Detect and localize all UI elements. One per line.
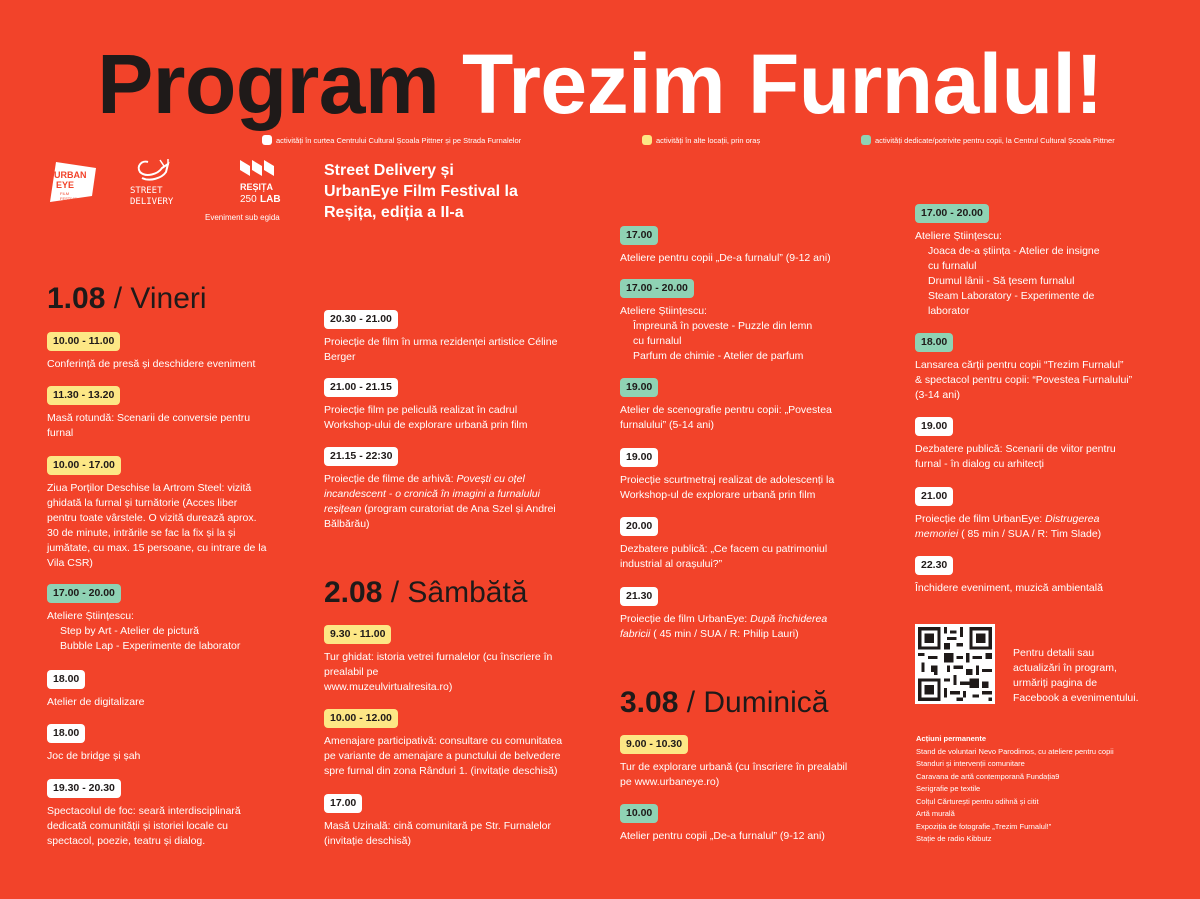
page-title [0, 37, 1200, 131]
list-item: Stand de voluntari Nevo Parodimos, cu ateliere pentru copii [916, 746, 1114, 756]
time-badge: 10.00 - 11.00 [47, 332, 120, 351]
event-description: Ziua Porților Deschise la Artrom Steel: vizită ghidată la furnal și turnătorie (Acces liber pentru toate vârstele. O vizită durează aprox. 30 de minute, intrările se fac la fix și la și jumătate, cu max. 15 persoane, cu intrare de la Vila CSR) [47, 482, 267, 569]
event-description: Ateliere Științescu: Joaca de-a știința - Atelier de insigne cu furnalul Drumul lânii - Să țesem furnalul Steam Laboratory - Experimente de laborator [915, 230, 1100, 317]
time-badge: 9.30 - 11.00 [324, 625, 391, 644]
event-item [620, 225, 890, 266]
time-badge: 10.00 - 17.00 [47, 456, 121, 475]
resita-250-lab-logo [236, 158, 288, 206]
time-badge: 17.00 - 20.00 [915, 204, 989, 223]
event-description: Tur ghidat: istoria vetrei furnalelor (cu înscriere în prealabil pe www.muzeulvirtualresita.ro) [324, 651, 553, 693]
event-description: Proiecție de film UrbanEye: Distrugerea memoriei ( 85 min / SUA / R: Tim Slade) [915, 513, 1102, 540]
title-trezim-furnalul: Trezim Furnalul! [462, 37, 1103, 131]
day-heading-vineri [47, 284, 207, 314]
time-badge: 20.30 - 21.00 [324, 310, 398, 329]
event-description: Spectacolul de foc: seară interdisciplinară dedicată comunității și istoriei locale cu spectacol, poezie, teatru și dialog. [47, 805, 241, 847]
time-badge: 17.00 - 20.00 [47, 584, 121, 603]
event-description: Închidere eveniment, muzică ambientală [915, 582, 1103, 594]
legend-swatch-green [861, 135, 871, 145]
event-description: Proiecție film pe peliculă realizat în cadrul Workshop-ului de explorare urbană prin film [324, 404, 528, 431]
time-badge: 21.00 [915, 487, 953, 506]
event-description: Lansarea cărții pentru copii “Trezim Furnalul” & spectacol pentru copii: “Povestea Furnalului” (3-14 ani) [915, 359, 1133, 401]
list-item: Stație de radio Kibbutz [916, 834, 992, 843]
sub-egida-text: Eveniment sub egida [205, 213, 280, 222]
event-item [915, 416, 1180, 472]
svg-text:DELIVERY: DELIVERY [130, 197, 174, 207]
legend-swatch-white [262, 135, 272, 145]
subtitle-line: Reșița, ediția a II-a [324, 204, 464, 221]
permanent-actions [916, 733, 1176, 846]
legend-label: activități în alte locații, prin oraș [656, 135, 761, 145]
time-badge: 11.30 - 13.20 [47, 386, 120, 405]
time-badge: 17.00 - 20.00 [620, 279, 694, 298]
event-item [324, 708, 594, 779]
event-item [47, 723, 297, 764]
time-badge: 18.00 [47, 724, 85, 743]
event-item [324, 793, 594, 849]
event-item [620, 447, 890, 503]
day-date: 1.08 [47, 282, 106, 315]
day-heading-sambata [324, 578, 527, 608]
legend-courtyard [262, 135, 521, 145]
event-item [324, 309, 594, 365]
event-item [47, 669, 297, 710]
event-item [620, 586, 890, 642]
time-badge: 9.00 - 10.30 [620, 735, 688, 754]
urbaneye-logo [46, 158, 98, 206]
time-badge: 18.00 [915, 333, 953, 352]
legend-other-locations [642, 135, 760, 145]
day-date: 2.08 [324, 576, 383, 609]
list-item: Serigrafie pe textile [916, 784, 981, 793]
time-badge: 22.30 [915, 556, 953, 575]
time-badge: 19.30 - 20.30 [47, 779, 121, 798]
event-description: Proiecție de filme de arhivă: Povești cu oțel incandescent - o cronică în imagini a furnalului reșițean (program curatoriat de Ana Szel și Andrei Bălbărău) [324, 473, 556, 530]
event-item [915, 555, 1180, 596]
time-badge: 19.00 [915, 417, 953, 436]
time-badge: 19.00 [620, 448, 658, 467]
event-item [620, 803, 890, 844]
event-description: Masă Uzinală: cină comunitară pe Str. Furnalelor (invitație deschisă) [324, 820, 552, 847]
subtitle-line: UrbanEye Film Festival la [324, 183, 518, 200]
day-name: / Duminică [678, 686, 829, 719]
svg-text:STREET: STREET [130, 186, 163, 196]
event-description: Joc de bridge și șah [47, 750, 141, 762]
time-badge: 19.00 [620, 378, 658, 397]
list-item: Expoziția de fotografie „Trezim Furnalul!” [916, 821, 1052, 831]
day-name: / Sâmbătă [382, 576, 528, 609]
event-description: Dezbatere publică: „Ce facem cu patrimoniul industrial al orașului?” [620, 543, 828, 570]
event-item [47, 385, 297, 441]
event-description: Ateliere Științescu: Step by Art - Atelier de pictură Bubble Lap - Experimente de laborator [47, 610, 241, 652]
legend-swatch-yellow [642, 135, 652, 145]
list-item: Colțul Cărturești pentru odihnă și citit [916, 796, 1039, 806]
event-item [47, 455, 297, 571]
svg-text:FILM: FILM [60, 191, 70, 196]
time-badge: 21.00 - 21.15 [324, 378, 398, 397]
svg-text:LAB: LAB [260, 194, 281, 205]
event-item [620, 377, 890, 433]
event-item [47, 331, 297, 372]
qr-info-text: Pentru detalii sau actualizări în program, urmăriți pagina de Facebook a evenimentului. [1013, 647, 1139, 704]
list-item: Caravana de artă contemporană Fundația9 [916, 771, 1060, 781]
time-badge: 21.30 [620, 587, 658, 606]
event-description: Dezbatere publică: Scenarii de viitor pentru furnal - în dialog cu arhitecți [915, 443, 1116, 470]
event-item [324, 446, 594, 532]
event-item [620, 516, 890, 572]
svg-text:REȘIȚA: REȘIȚA [240, 182, 274, 192]
event-item [915, 332, 1180, 403]
event-description: Tur de explorare urbană (cu înscriere în prealabil pe www.urbaneye.ro) [620, 761, 848, 788]
event-description: Amenajare participativă: consultare cu comunitatea pe variante de amenajare a punctului de belvedere spre furnal din zona Rânduri 1. (invitație deschisă) [324, 735, 563, 777]
time-badge: 10.00 - 12.00 [324, 709, 398, 728]
day-date: 3.08 [620, 686, 679, 719]
event-item [620, 278, 890, 364]
event-item [620, 734, 890, 790]
svg-text:EYE: EYE [56, 180, 75, 190]
event-item [915, 486, 1180, 542]
title-program: Program [97, 37, 440, 131]
legend-children [861, 135, 1115, 145]
event-description: Atelier pentru copii „De-a furnalul” (9-12 ani) [620, 830, 825, 842]
legend-label: activități în curtea Centrului Cultural Școala Pittner și pe Strada Furnalelor [276, 135, 522, 145]
street-delivery-logo [128, 158, 186, 208]
time-badge: 10.00 [620, 804, 658, 823]
event-item [915, 203, 1180, 319]
svg-text:FESTIVAL: FESTIVAL [60, 196, 79, 201]
event-description: Atelier de scenografie pentru copii: „Povestea furnalului” (5-14 ani) [620, 404, 832, 431]
event-description: Ateliere pentru copii „De-a furnalul” (9-12 ani) [620, 252, 831, 264]
event-item [324, 377, 594, 433]
subtitle-line: Street Delivery și [324, 162, 454, 179]
legend-label: activități dedicate/potrivite pentru copii, la Centrul Cultural Școala Pittner [875, 135, 1115, 145]
time-badge: 17.00 [620, 226, 658, 245]
day-name: / Vineri [105, 282, 207, 315]
time-badge: 21.15 - 22:30 [324, 447, 398, 466]
day-heading-duminica [620, 688, 828, 718]
svg-text:URBAN: URBAN [54, 170, 87, 180]
event-description: Proiecție de film UrbanEye: După închiderea fabricii ( 45 min / SUA / R: Philip Lauri) [620, 613, 828, 640]
event-description: Proiecție scurtmetraj realizat de adolescenți la Workshop-ul de explorare urbană prin film [620, 474, 835, 501]
event-item [47, 583, 297, 654]
time-badge: 20.00 [620, 517, 658, 536]
event-item [324, 624, 594, 695]
list-item: Standuri și intervenții comunitare [916, 759, 1025, 768]
event-subtitle [324, 160, 594, 223]
event-description: Proiecție de film în urma rezidenței artistice Céline Berger [324, 336, 558, 363]
list-item: Artă murală [916, 809, 955, 818]
event-description: Atelier de digitalizare [47, 696, 145, 708]
event-description: Masă rotundă: Scenarii de conversie pentru furnal [47, 412, 251, 439]
time-badge: 17.00 [324, 794, 362, 813]
time-badge: 18.00 [47, 670, 85, 689]
qr-code[interactable] [915, 624, 995, 704]
event-item [47, 778, 297, 849]
event-description: Conferință de presă și deschidere eveniment [47, 358, 256, 370]
permanent-actions-heading: Acțiuni permanente [916, 734, 987, 743]
event-description: Ateliere Științescu: Împreună în poveste - Puzzle din lemn cu furnalul Parfum de chimie - Atelier de parfum [620, 305, 813, 362]
svg-text:250: 250 [240, 194, 257, 205]
logos [46, 156, 296, 226]
